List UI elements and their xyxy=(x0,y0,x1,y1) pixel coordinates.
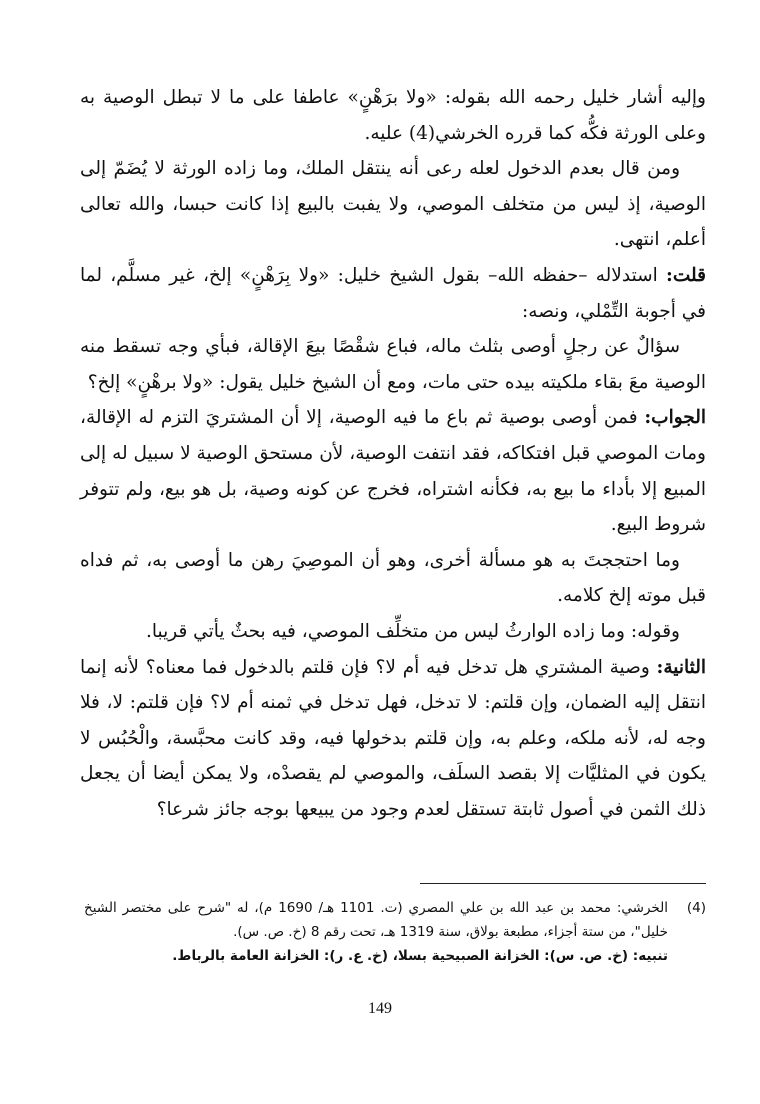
paragraph-6: وما احتججتَ به هو مسألة أخرى، وهو أن الموصِيَ رهن ما أوصى به، ثم فداه قبل موته إلخ كلامه. xyxy=(80,549,706,607)
qultu-label: قلت: xyxy=(666,264,706,286)
page-number: 149 xyxy=(368,1000,392,1017)
footnote-divider xyxy=(420,883,706,884)
paragraph-2: ومن قال بعدم الدخول لعله رعى أنه ينتقل الملك، وما زاده الورثة لا يُضَمّ إلى الوصية، إذ ليس من متخلف الموصي، ولا يفبت بالبيع إذا كانت حبسا، والله تعالى أعلم، انتهى. xyxy=(80,158,706,251)
paragraph-3 xyxy=(80,258,706,329)
footnotes xyxy=(84,896,706,968)
paragraph-1: وإليه أشار خليل رحمه الله بقوله: «ولا برَهْنٍ» عاطفا على ما لا تبطل الوصية به وعلى الورثة فكُّه كما قرره الخرشي(4) عليه. xyxy=(80,87,706,144)
footnote-text: الخرشي: محمد بن عبد الله بن علي المصري (ت. 1101 هـ/ 1690 م)، له "شرح على مختصر الشيخ خليل"، من ستة أجزاء، مطبعة بولاق، سنة 1319 هـ، تحت رقم 8 (خ. ص. س). xyxy=(84,900,668,940)
paragraph-5 xyxy=(80,400,706,542)
footnote-4 xyxy=(84,896,706,944)
paragraph-5-text: فمن أوصى بوصية ثم باع ما فيه الوصية، إلا أن المشتريَ التزم له الإقالة، ومات الموصي قبل افتكاكه، فقد انتفت الوصية، لأن مستحق الوصية لا سبيل له إلى المبيع إلا بأداء ما بيع به، فكأنه اشتراه، فخرج عن كونه وصية، بل هو بيع، ولم تتوفر شروط البيع. xyxy=(80,407,706,536)
footnote-note: تنبيه: (خ. ص. س): الخزانة الصبيحية بسلا، (خ. ع. ر): الخزانة العامة بالرباط. xyxy=(172,948,668,964)
paragraph-8 xyxy=(80,650,706,828)
answer-label: الجواب: xyxy=(644,407,706,429)
main-text xyxy=(80,80,706,827)
second-label: الثانية: xyxy=(656,656,706,678)
paragraph-4: سؤالٌ عن رجلٍ أوصى بثلث ماله، فباع شقْصًا بيعَ الإقالة، فبأي وجه تسقط منه الوصية معَ بقاء ملكيته بيده حتى مات، ومع أن الشيخ خليل يقول: «ولا برهْنٍ» إلخ؟ xyxy=(80,336,706,393)
footnote-number: (4) xyxy=(686,900,706,916)
paragraph-8-text: وصية المشتري هل تدخل فيه أم لا؟ فإن قلتم بالدخول فما معناه؟ لأنه إنما انتقل إليه الضمان، وإن قلتم: لا تدخل، فهل تدخل في ثمنه أم لا؟ فإن قلتم: لا، فلا وجه له، لأنه ملكه، وعلم به، وإن قلتم بدخولها فيه، وقد كانت محبَّسة، والْحُبُس لا يكون في المثليَّات إلا بقصد السلَف، والموصي لم يقصدْه، ولا يمكن أيضا أن يجعل ذلك الثمن في أصول ثابتة تستقل لعدم وجود من يبيعها بوجه جائز شرعا؟ xyxy=(80,656,706,820)
paragraph-7: وقوله: وما زاده الوارثُ ليس من متخلِّف الموصي، فيه بحثٌ يأتي قريبا. xyxy=(145,620,680,642)
paragraph-3-text: استدلاله –حفظه الله– بقول الشيخ خليل: «ولا بِرَهْنٍ» إلخ، غير مسلَّم، لما في أجوبة التِّمْلي، ونصه: xyxy=(80,264,706,322)
